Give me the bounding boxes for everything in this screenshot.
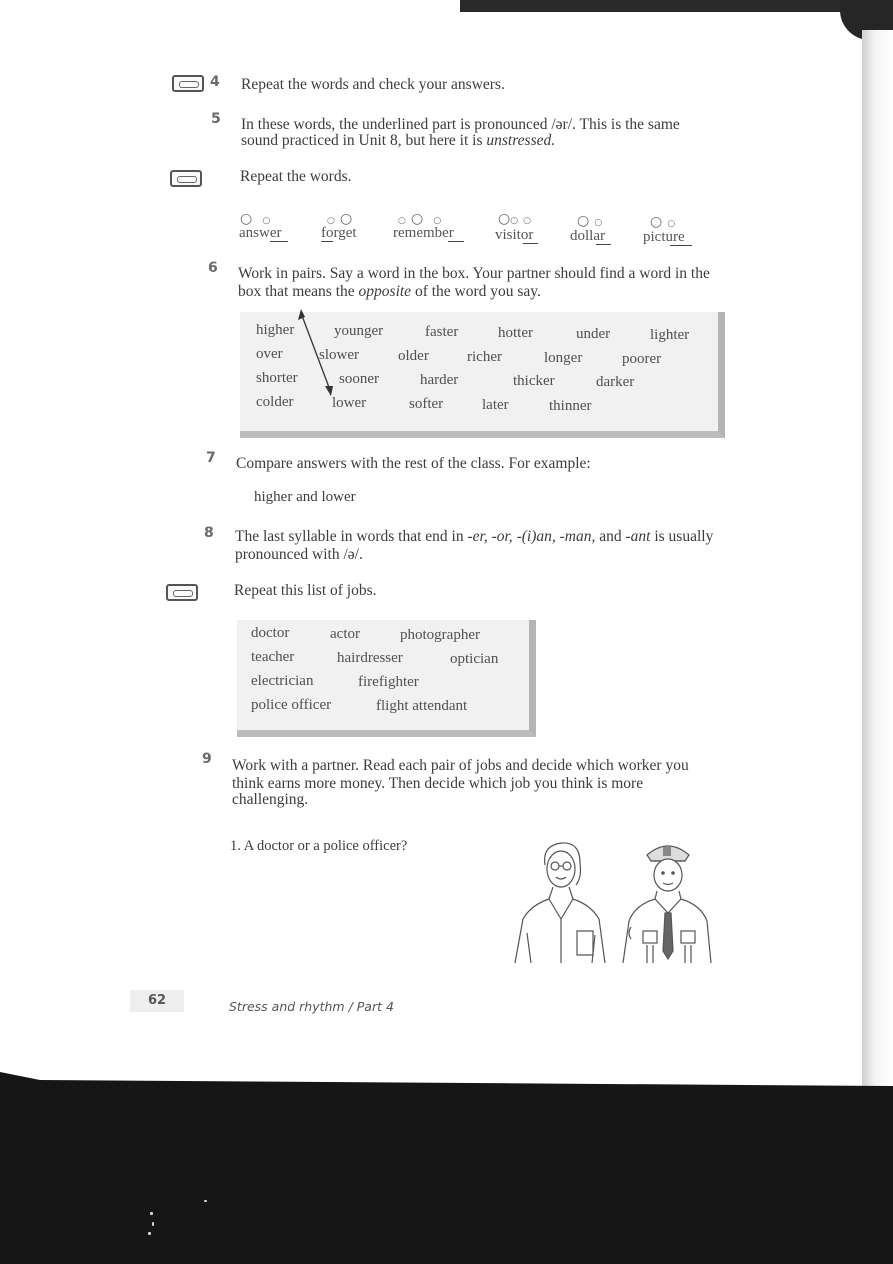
exercise-8-number: 8 (204, 525, 214, 541)
stress-word-picture: picture (643, 229, 685, 245)
box-word: sooner (339, 371, 379, 387)
exercise-5-line-2: sound practiced in Unit 8, but here it is unstressed. (241, 132, 556, 149)
exercise-9-line-3: challenging. (232, 791, 309, 808)
box-word: shorter (256, 370, 298, 386)
exercise-8-repeat: Repeat this list of jobs. (234, 582, 377, 599)
box-word: hotter (498, 325, 533, 341)
underline (523, 243, 538, 244)
underline (596, 244, 611, 245)
cassette-tape-icon[interactable] (172, 75, 204, 92)
exercise-9-line-2: think earns more money. Then decide which job you think is more (232, 775, 644, 792)
box-word: lower (332, 395, 367, 411)
box-word: slower (319, 347, 359, 363)
stress-word-answer: answer (239, 225, 282, 241)
job-word: electrician (251, 673, 314, 689)
box-word: higher (256, 322, 295, 338)
exercise-4-text: Repeat the words and check your answers. (241, 76, 505, 93)
box-word: harder (420, 372, 459, 388)
underline (270, 241, 288, 242)
box-word: thicker (513, 373, 555, 389)
exercise-9-line-1: Work with a partner. Read each pair of jobs and decide which worker you (232, 757, 689, 774)
box-word: younger (334, 323, 384, 339)
box-word: later (482, 397, 509, 413)
exercise-7-number: 7 (206, 450, 216, 466)
exercise-8-line-1: The last syllable in words that end in -er, -or, -(i)an, -man, and -ant is usually (235, 528, 714, 545)
stress-pattern-forget: ○ ○ (327, 211, 353, 227)
stress-pattern-remember: ○ ○ ○ (398, 211, 442, 227)
box-word: faster (425, 324, 459, 340)
job-word: firefighter (358, 674, 419, 690)
exercise-4-number: 4 (210, 74, 220, 90)
exercise-5-repeat: Repeat the words. (240, 168, 352, 185)
underline (670, 245, 692, 246)
box-word: longer (544, 350, 583, 366)
exercise-6-number: 6 (208, 260, 218, 276)
exercise-8-line-2: pronounced with /ə/. (235, 546, 363, 563)
doctor-and-police-officer-illustration (505, 835, 725, 963)
exercise-6-line-2: box that means the opposite of the word you say. (238, 283, 541, 300)
scan-speck (204, 1200, 207, 1202)
scan-speck (148, 1232, 151, 1235)
stress-word-dollar: dollar (570, 228, 605, 244)
job-word: optician (450, 651, 499, 667)
job-word: photographer (400, 627, 480, 643)
scan-speck (152, 1222, 154, 1226)
stress-word-forget: forget (321, 225, 357, 241)
job-word: doctor (251, 625, 290, 641)
job-word: hairdresser (337, 650, 403, 666)
exercise-5-line-1: In these words, the underlined part is pronounced /ər/. This is the same (241, 116, 680, 133)
double-arrow-icon (290, 306, 340, 406)
stress-pattern-picture: ○ ○ (650, 214, 676, 230)
scan-background (0, 1072, 893, 1264)
box-word: over (256, 346, 283, 362)
job-word: teacher (251, 649, 295, 665)
stress-pattern-answer: ○ ○ (240, 211, 271, 227)
exercise-9-item-1: 1. A doctor or a police officer? (230, 838, 408, 854)
page-number: 62 (130, 990, 184, 1012)
exercise-9-number: 9 (202, 751, 212, 767)
page-right-shadow (862, 30, 893, 1090)
exercise-6-line-1: Work in pairs. Say a word in the box. Your partner should find a word in the (238, 265, 710, 282)
exercise-5-number: 5 (211, 111, 221, 127)
stress-pattern-dollar: ○ ○ (577, 213, 603, 229)
job-word: actor (330, 626, 360, 642)
cassette-tape-icon[interactable] (170, 170, 202, 187)
box-word: darker (596, 374, 635, 390)
stress-word-remember: remember (393, 225, 454, 241)
scan-speck (150, 1212, 153, 1215)
exercise-7-text: Compare answers with the rest of the class. For example: (236, 455, 591, 472)
underline (448, 241, 464, 242)
box-word: older (398, 348, 429, 364)
box-word: colder (256, 394, 294, 410)
stress-pattern-visitor: ○○ ○ (498, 211, 532, 227)
exercise-7-example: higher and lower (254, 489, 356, 505)
box-word: thinner (549, 398, 592, 414)
scan-edge-top (460, 0, 893, 12)
box-word: under (576, 326, 611, 342)
job-word: police officer (251, 697, 332, 713)
running-footer: Stress and rhythm / Part 4 (229, 999, 394, 1014)
stress-word-visitor: visitor (495, 227, 534, 243)
box-word: softer (409, 396, 444, 412)
cassette-tape-icon[interactable] (166, 584, 198, 601)
job-word: flight attendant (376, 698, 468, 714)
box-word: lighter (650, 327, 690, 343)
underline (321, 241, 333, 242)
box-word: poorer (622, 351, 662, 367)
box-word: richer (467, 349, 502, 365)
